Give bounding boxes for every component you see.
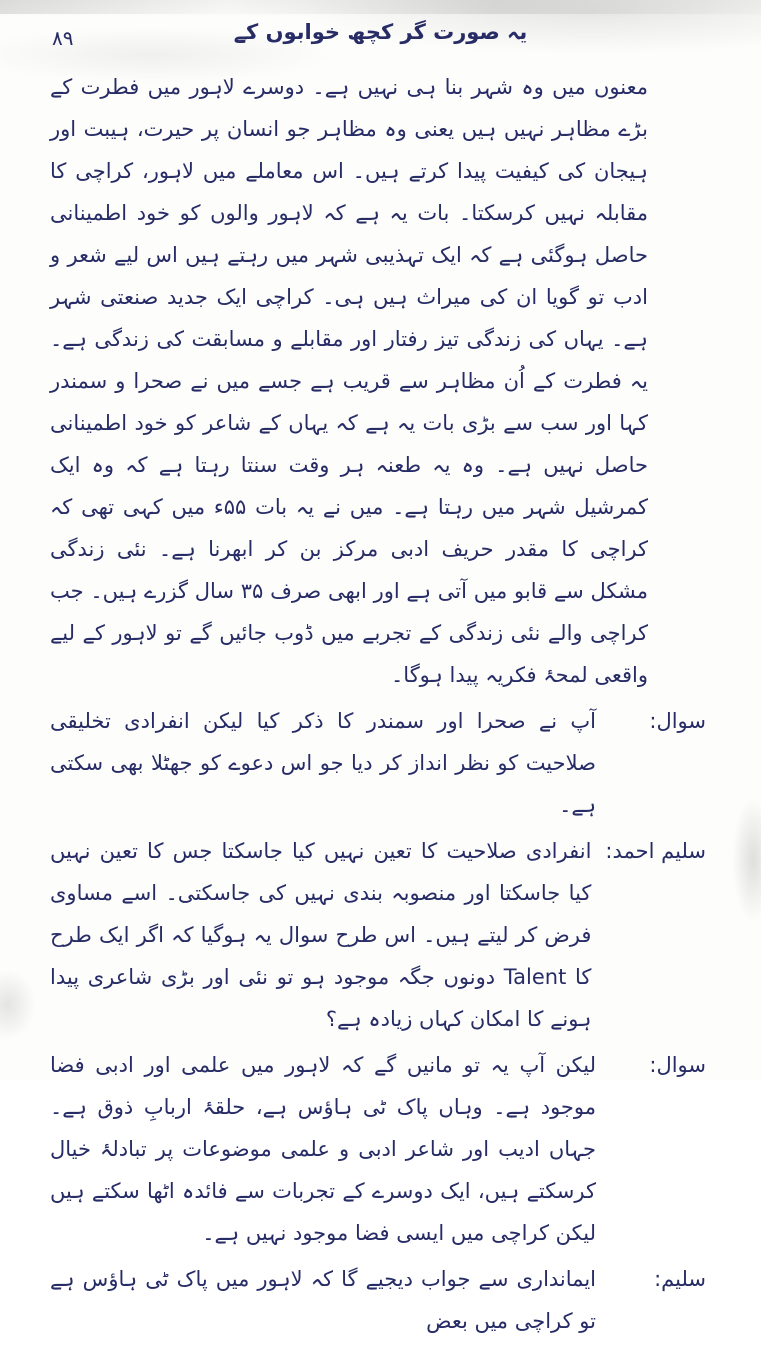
dialog-entry-saleem: [50, 1258, 706, 1342]
page-content: [50, 66, 706, 1346]
paragraph-intro: معنوں میں وہ شہر بنا ہی نہیں ہے۔ دوسرے لاہور میں فطرت کے بڑے مظاہر نہیں ہیں یعنی وہ مظاہر جو انسان پر حیرت، ہیبت اور ہیجان کی کیفیت پیدا کرتے ہیں۔ اس معاملے میں لاہور، کراچی کا مقابلہ نہیں کرسکتا۔ بات یہ ہے کہ لاہور والوں کو خود اطمینانی حاصل ہوگئی ہے کہ ایک تہذیبی شہر میں رہتے ہیں اس لیے شعر و ادب تو گویا ان کی میراث ہیں ہی۔ کراچی ایک جدید صنعتی شہر ہے۔ یہاں کی زندگی تیز رفتار اور مقابلے و مسابقت کی زندگی ہے۔ یہ فطرت کے اُن مظاہر سے قریب ہے جسے میں نے صحرا و سمندر کہا اور سب سے بڑی بات یہ ہے کہ یہاں کے شاعر کو خود اطمینانی حاصل نہیں ہے۔ وہ یہ طعنہ ہر وقت سنتا رہتا ہے کہ وہ ایک کمرشیل شہر میں رہتا ہے۔ میں نے یہ بات ۵۵ء میں کہی تھی کہ کراچی کا مقدر حریف ادبی مرکز بن کر ابھرنا ہے۔ نئی زندگی مشکل سے قابو میں آتی ہے اور ابھی صرف ۳۵ سال گزرے ہیں۔ جب کراچی والے نئی زندگی کے تجربے میں ڈوب جائیں گے تو لاہور کے لیے واقعی لمحۂ فکریہ پیدا ہوگا۔: [50, 75, 648, 687]
speaker-label-saleem: سلیم:: [654, 1267, 706, 1291]
dialog-text-saleem-ahmad: انفرادی صلاحیت کا تعین نہیں کیا جاسکتا جس کا تعین نہیں کیا جاسکتا اور منصوبہ بندی نہیں کی جاسکتی۔ اسے مساوی فرض کر لیتے ہیں۔ اس طرح سوال یہ ہوگیا کہ اگر ایک طرح کا Talent دونوں جگہ موجود ہو تو نئی اور بڑی شاعری پیدا ہونے کا امکان کہاں زیادہ ہے؟: [50, 839, 592, 1031]
speaker-label-saleem-ahmad: سلیم احمد:: [605, 839, 706, 863]
page-title: یہ صورت گر کچھ خوابوں کے: [233, 20, 528, 44]
dialog-entry-question-1: [50, 700, 706, 826]
dialog-text-question-2: لیکن آپ یہ تو مانیں گے کہ لاہور میں علمی اور ادبی فضا موجود ہے۔ وہاں پاک ٹی ہاؤس ہے، حلقۂ اربابِ ذوق ہے۔ جہاں ادیب اور شاعر ادبی و علمی موضوعات پر تبادلۂ خیال کرسکتے ہیں، ایک دوسرے کے تجربات سے فائدہ اٹھا سکتے ہیں لیکن کراچی میں ایسی فضا موجود نہیں ہے۔: [50, 1053, 596, 1245]
page-header: [0, 20, 761, 60]
speaker-label-question: سوال:: [649, 709, 706, 733]
dialog-entry-saleem-ahmad: [50, 830, 706, 1040]
page-number: ۸۹: [52, 26, 74, 50]
speaker-label-question-2: سوال:: [649, 1053, 706, 1077]
dialog-entry-question-2: [50, 1044, 706, 1254]
dialog-text-saleem: ایمانداری سے جواب دیجیے گا کہ لاہور میں پاک ٹی ہاؤس ہے تو کراچی میں بعض: [50, 1267, 596, 1333]
dialog-text-question-1: آپ نے صحرا اور سمندر کا ذکر کیا لیکن انفرادی تخلیقی صلاحیت کو نظر انداز کر دیا جو اس دعوے کو جھٹلا بھی سکتی ہے۔: [50, 709, 596, 817]
scan-artifact: [0, 0, 761, 14]
